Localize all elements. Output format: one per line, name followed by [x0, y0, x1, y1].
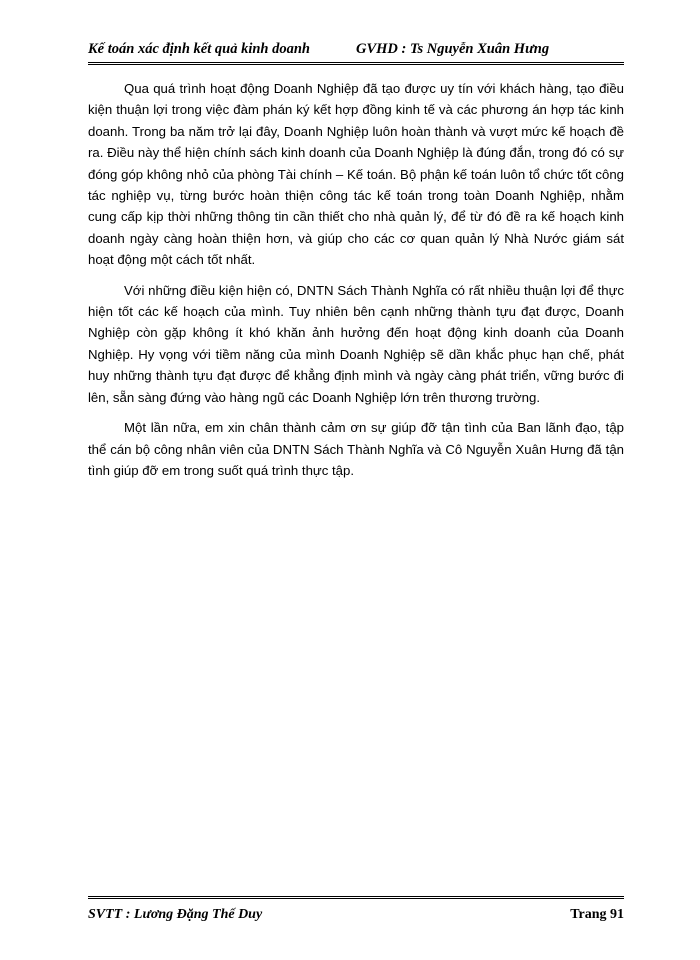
- footer-page-number: Trang 91: [570, 907, 624, 922]
- header-advisor: GVHD : Ts Nguyễn Xuân Hưng: [356, 41, 550, 57]
- page-header: [88, 40, 624, 65]
- paragraph-1: Qua quá trình hoạt động Doanh Nghiệp đã tạo được uy tín với khách hàng, tạo điều kiện thuận lợi trong việc đàm phán ký kết hợp đồng kinh tế và các phương án hợp tác kinh doanh. Trong ba năm trở lại đây, Doanh Nghiệp luôn hoàn thành và vượt mức kế hoạch đề ra. Điều này thể hiện chính sách kinh doanh của Doanh Nghiệp là đúng đắn, trong đó có sự đóng góp không nhỏ của phòng Tài chính – Kế toán. Bộ phận kế toán luôn tổ chức tốt công tác nghiệp vụ, từng bước hoàn thiện công tác kế toán trong toàn Doanh Nghiệp, nhằm cung cấp kịp thời những thông tin cần thiết cho nhà quản lý, để từ đó đề ra kế hoạch kinh doanh ngày càng hoàn thiện hơn, và giúp cho các cơ quan quản lý Nhà Nước giám sát hoạt động một cách tốt nhất.: [88, 81, 624, 268]
- paragraph-2: Với những điều kiện hiện có, DNTN Sách Thành Nghĩa có rất nhiều thuận lợi để thực hiện tốt các kế hoạch của mình. Tuy nhiên bên cạnh những thành tựu đạt được, Doanh Nghiệp còn gặp không ít khó khăn ảnh hưởng đến hoạt động kinh doanh của Doanh Nghiệp. Hy vọng với tiềm năng của mình Doanh Nghiệp sẽ dần khắc phục hạn chế, phát huy những thành tựu đạt được để khẳng định mình và ngày càng phát triển, vững bước đi lên, sẵn sàng đứng vào hàng ngũ các Doanh Nghiệp lớn trên thương trường.: [88, 282, 624, 405]
- footer-student: SVTT : Lương Đặng Thế Duy: [88, 907, 263, 922]
- paragraph-3: Một lần nữa, em xin chân thành cảm ơn sự giúp đỡ tận tình của Ban lãnh đạo, tập thể cán bộ công nhân viên của DNTN Sách Thành Nghĩa và Cô Nguyễn Xuân Hưng đã tận tình giúp đỡ em trong suốt quá trình thực tập.: [88, 420, 624, 478]
- header-title: Kế toán xác định kết quả kinh doanh: [88, 41, 310, 57]
- page-footer: [88, 896, 624, 925]
- document-body: [88, 78, 624, 490]
